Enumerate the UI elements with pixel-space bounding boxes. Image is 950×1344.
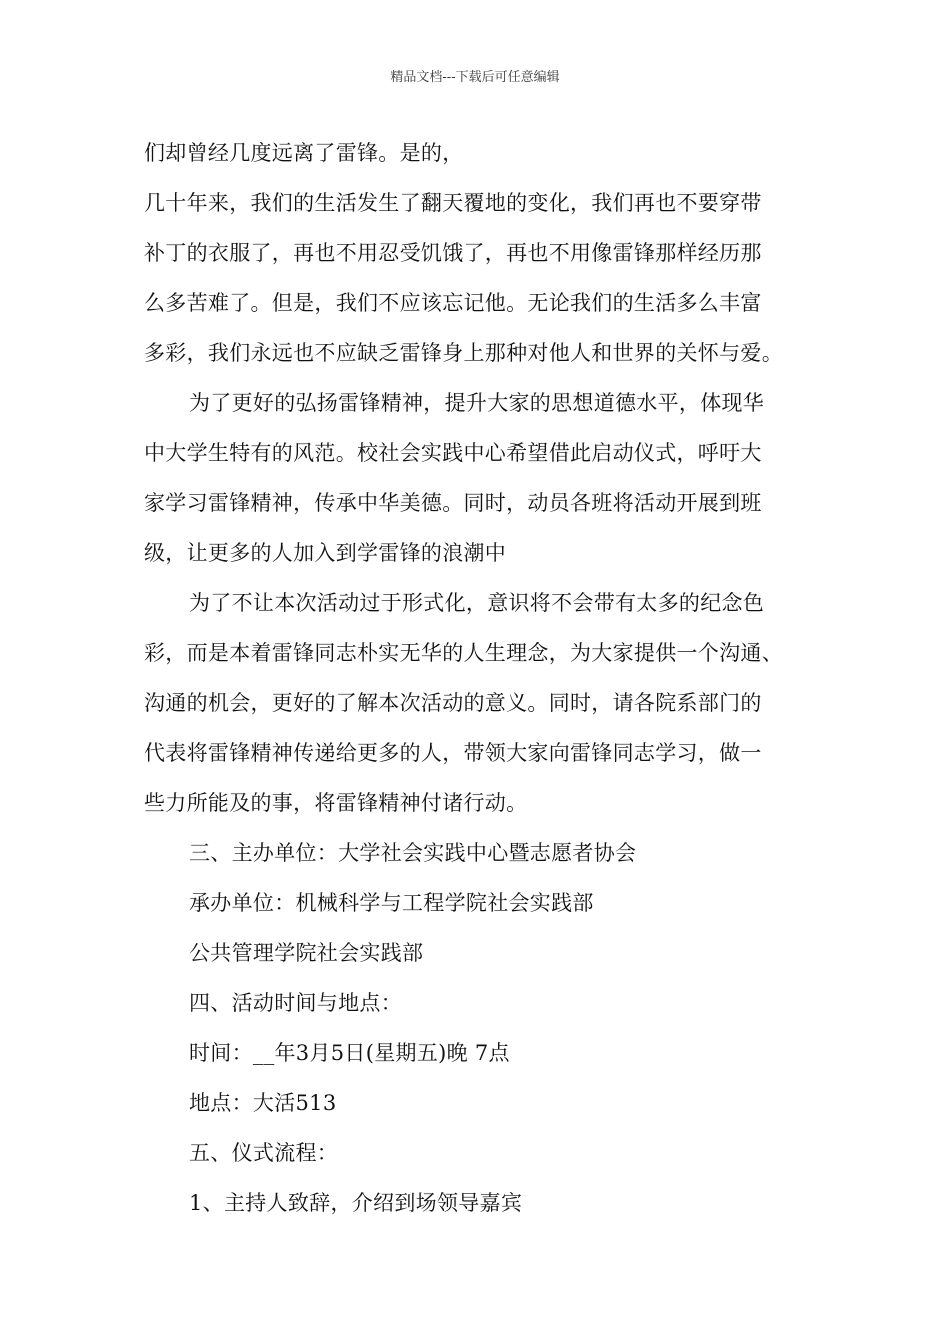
text-line: 公共管理学院社会实践部 — [189, 941, 424, 965]
text-line: 彩，而是本着雷锋同志朴实无华的人生理念，为大家提供一个沟通、 — [144, 641, 783, 665]
list-item: 1、主持人致辞，介绍到场领导嘉宾 — [189, 1191, 523, 1215]
text-line: 时间：__年3月5日(星期五)晚 7点 — [189, 1041, 510, 1065]
text-line: 级，让更多的人加入到学雷锋的浪潮中 — [144, 541, 507, 565]
text-line: 多彩，我们永远也不应缺乏雷锋身上那种对他人和世界的关怀与爱。 — [144, 341, 783, 365]
document-body — [144, 128, 824, 1228]
section-heading: 五、仪式流程： — [189, 1141, 339, 1165]
section-heading: 四、活动时间与地点： — [189, 991, 402, 1015]
text-line: 沟通的机会，更好的了解本次活动的意义。同时，请各院系部门的 — [144, 691, 762, 715]
text-line: 中大学生特有的风范。校社会实践中心希望借此启动仪式，呼吁大 — [144, 441, 762, 465]
text-line: 补丁的衣服了，再也不用忍受饥饿了，再也不用像雷锋那样经历那 — [144, 241, 762, 265]
text-line: 们却曾经几度远离了雷锋。是的， — [144, 141, 464, 165]
text-line: 么多苦难了。但是，我们不应该忘记他。无论我们的生活多么丰富 — [144, 291, 762, 315]
text-line: 几十年来，我们的生活发生了翻天覆地的变化，我们再也不要穿带 — [144, 191, 762, 215]
text-line: 代表将雷锋精神传递给更多的人，带领大家向雷锋同志学习，做一 — [144, 741, 762, 765]
text-line: 为了更好的弘扬雷锋精神，提升大家的思想道德水平，体现华 — [189, 391, 765, 415]
section-heading: 三、主办单位：大学社会实践中心暨志愿者协会 — [189, 841, 637, 865]
text-line: 些力所能及的事，将雷锋精神付诸行动。 — [144, 791, 528, 815]
page-header: 精品文档---下载后可任意编辑 — [390, 70, 560, 85]
text-line: 为了不让本次活动过于形式化，意识将不会带有太多的纪念色 — [189, 591, 765, 615]
text-line: 地点：大活513 — [189, 1091, 337, 1115]
text-line: 承办单位：机械科学与工程学院社会实践部 — [189, 891, 594, 915]
text-line: 家学习雷锋精神，传承中华美德。同时，动员各班将活动开展到班 — [144, 491, 762, 515]
